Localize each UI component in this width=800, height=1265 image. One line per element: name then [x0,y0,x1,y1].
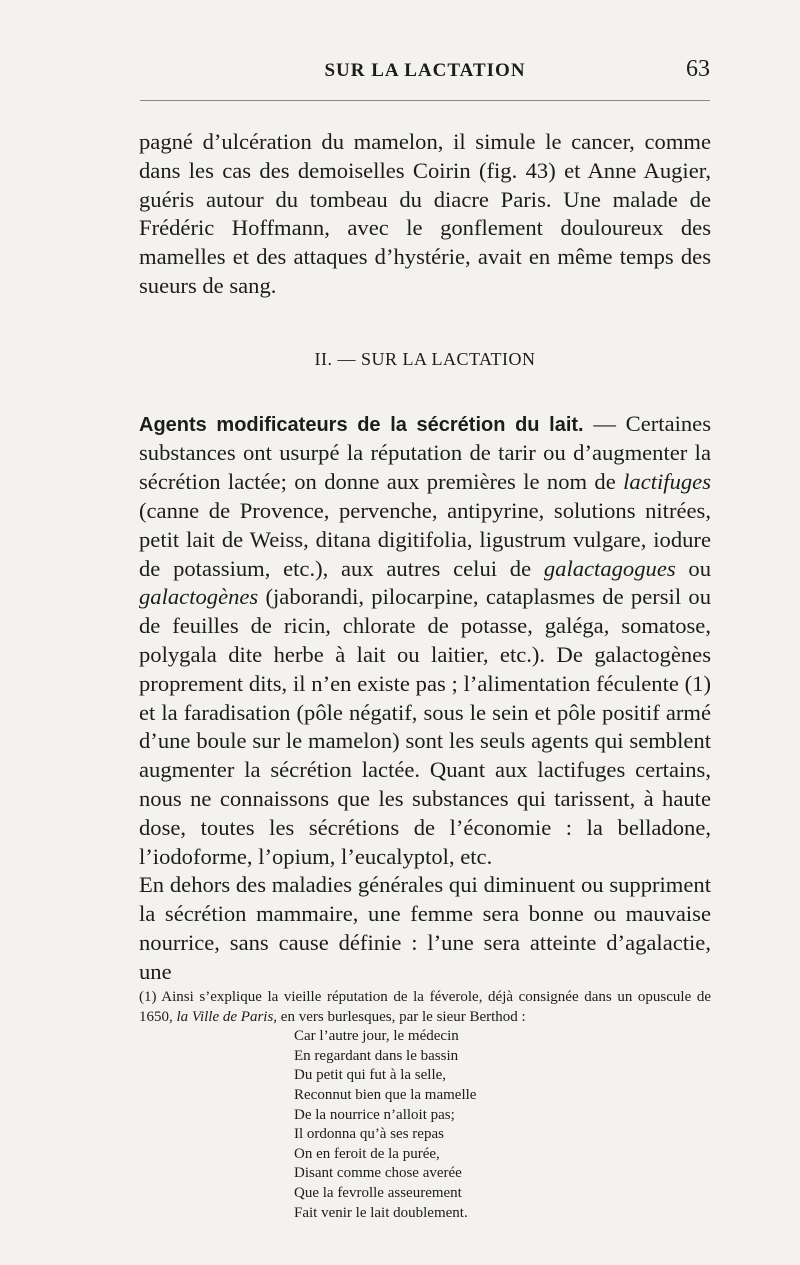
footnote-text-b: , en vers burlesques, par le sieur Berthod : [273,1008,526,1025]
verse-line: De la nourrice n’alloit pas; [294,1106,455,1123]
footnote-text [139,988,711,1027]
header-rule [140,100,710,101]
verse-line: Il ordonna qu’à ses repas [294,1126,444,1143]
verse-line: Reconnut bien que la mamelle [294,1086,477,1103]
verse-line: Fait venir le lait doublement. [294,1204,468,1221]
verse-line: En regardant dans le bassin [294,1047,459,1064]
verse-line: Disant comme chose averée [294,1165,462,1182]
term-galactogenes: galactogènes [139,584,259,610]
page-number: 63 [686,56,710,82]
paragraph-text: (jaborandi, pilocarpine, cataplasmes de persil ou de feuilles de ricin, chlorate de potasse, galéga, somatose, polygala dite herbe à lait ou laitier, etc.). De galactogènes proprement dits, il n’en existe pas ; l’alimentation féculente (1) et la faradisation (pôle négatif, sous le sein et pôle positif armé d’une boule sur le mamelon) sont les seuls agents qui semblent augmenter la sécrétion lactée. Quant aux lactifuges certains, nous ne connaissons que les substances qui tarissent, à haute dose, toutes les sécrétions de l’économie : la belladone, l’iodoforme, l’opium, l’eucalyptol, etc. [139,584,711,869]
footnote [139,988,711,1223]
paragraph-agents [139,410,711,872]
verse-line: Car l’autre jour, le médecin [294,1028,459,1045]
paragraph-text: — Certaines substances ont usurpé la réputation de tarir ou d’augmenter la sécrétion lactée; on donne aux premières le nom de [139,410,711,495]
footnote-text-a: (1) Ainsi s’explique la vieille réputation de la féverole, déjà consignée dans un opuscule de 1650, [139,989,711,1025]
running-title: SUR LA LACTATION [324,60,526,81]
paragraph-text: ou [675,555,711,581]
paragraph-maladies: En dehors des maladies générales qui diminuent ou suppriment la sécrétion mammaire, une femme sera bonne ou mauvaise nourrice, sans cause définie : l’une sera atteinte d’agalactie, une [139,872,711,984]
term-galactagogues: galactagogues [543,555,676,581]
body-text [139,128,711,987]
verse-line: Du petit qui fut à la selle, [294,1067,447,1084]
footnote-title: la Ville de Paris [176,1008,274,1025]
term-lactifuges: lactifuges [623,469,711,495]
run-in-heading: Agents modificateurs de la sécrétion du lait. [139,413,584,436]
intro-paragraph: pagné d’ulcération du mamelon, il simule le cancer, comme dans les cas des demoiselles Coirin (fig. 43) et Anne Augier, guéris autour du tombeau du diacre Paris. Une malade de Frédéric Hoffmann, avec le gonflement douloureux des mamelles et des attaques d’hystérie, avait en même temps des sueurs de sang. [139,129,711,298]
verse-line: On en feroit de la purée, [294,1145,440,1162]
verse-line: Que la fevrolle asseurement [294,1184,462,1201]
paragraph-text: (canne de Provence, pervenche, antipyrine, solutions nitrées, petit lait de Weiss, ditana digitifolia, ligustrum vulgare, iodure de potassium, etc.), aux autres celui de [139,497,711,581]
section-heading: II. — SUR LA LACTATION [314,348,536,369]
running-head [140,56,710,90]
